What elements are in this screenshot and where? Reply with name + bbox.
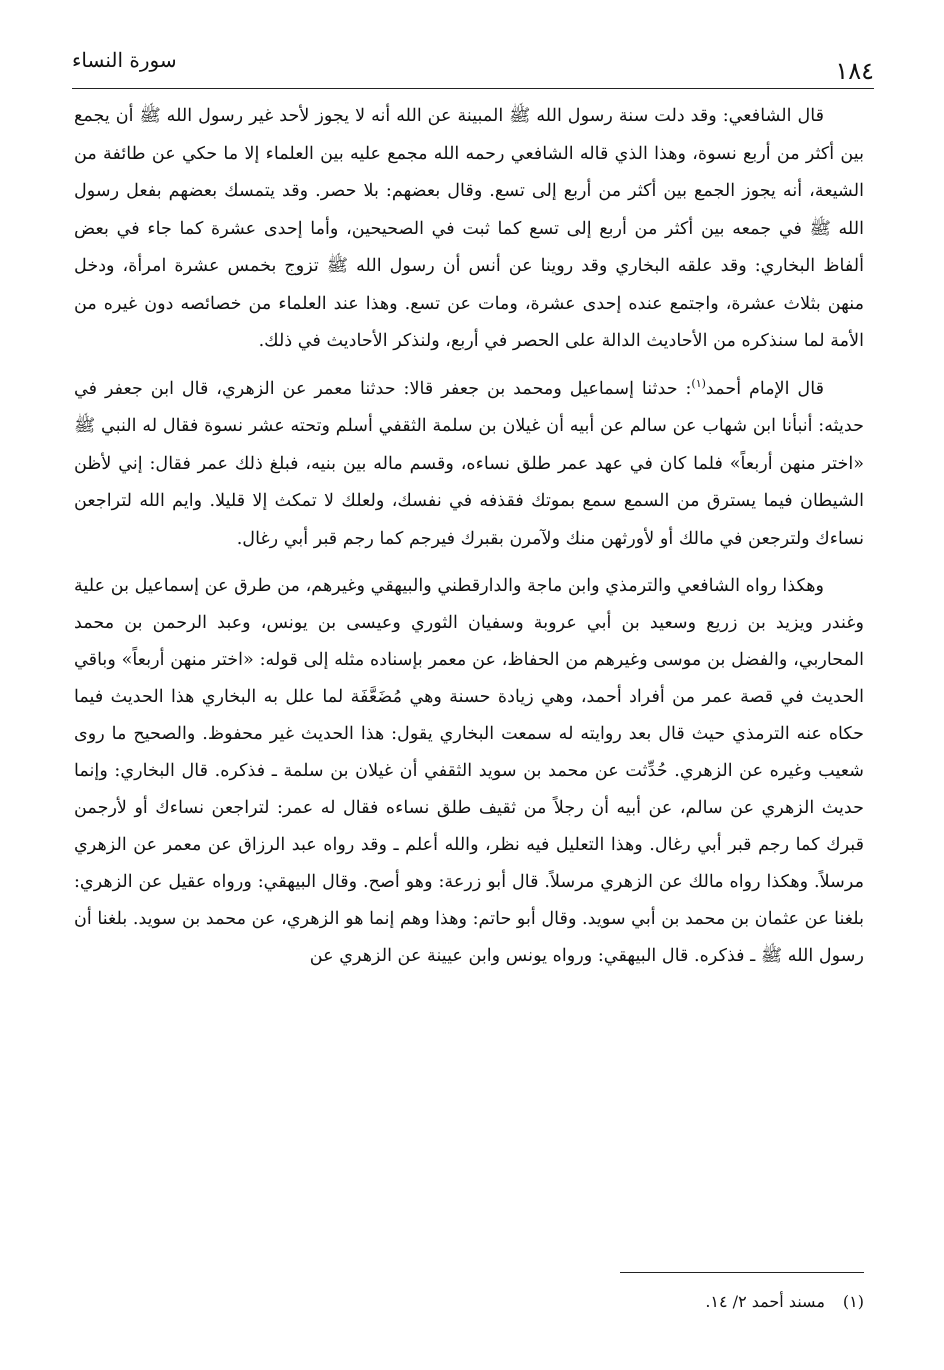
footnote-marker: (١) [842, 1292, 864, 1311]
running-title: سورة النساء [72, 48, 177, 72]
paragraph-2 [74, 371, 864, 559]
main-text [74, 98, 864, 975]
paragraph-1: قال الشافعي: وقد دلت سنة رسول الله ﷺ المبينة عن الله أنه لا يجوز لأحد غير رسول الله ﷺ أن يجمع بين أكثر من أربع نسوة، وهذا الذي قاله الشافعي رحمه الله مجمع عليه بين العلماء إلا ما حكي عن طائفة من الشيعة، أنه يجوز الجمع بين أكثر من أربع إلى تسع. وقال بعضهم: بلا حصر. وقد يتمسك بعضهم بفعل رسول الله ﷺ في جمعه بين أكثر من أربع إلى تسع كما ثبت في الصحيحين، وأما إحدى عشرة كما جاء في بعض ألفاظ البخاري: وقد علقه البخاري وقد روينا عن أنس أن رسول الله ﷺ تزوج بخمس عشرة امرأة، ودخل منهن بثلاث عشرة، واجتمع عنده إحدى عشرة، ومات عن تسع. وهذا عند العلماء من خصائصه دون غيره من الأمة لما سنذكره من الأحاديث الدالة على الحصر في أربع، ولنذكر الأحاديث في ذلك. [74, 106, 864, 351]
page-number: ١٨٤ [835, 57, 874, 85]
footnote [74, 1290, 864, 1314]
paragraph-2-opening: قال الإمام أحمد [705, 378, 824, 399]
header-rule [72, 88, 874, 89]
paragraph-3: وهكذا رواه الشافعي والترمذي وابن ماجة والدارقطني والبيهقي وغيرهم، من طرق عن إسماعيل بن علية وغندر ويزيد بن زريع وسعيد بن أبي عروبة وسفيان الثوري وعيسى بن يونس، وعبد الرحمن بن محمد المحاربي، والفضل بن موسى وغيرهم من الحفاظ، عن معمر بإسناده مثله إلى قوله: «اختر منهن أربعاً» وباقي الحديث في قصة عمر من أفراد أحمد، وهي زيادة حسنة وهي مُضَعَّفَة لما علل به البخاري هذا الحديث فيما حكاه عنه الترمذي حيث قال بعد روايته له سمعت البخاري يقول: هذا الحديث غير محفوظ. والصحيح ما روى شعيب وغيره عن الزهري. حُدِّثت عن محمد بن سويد الثقفي أن غيلان بن سلمة ـ فذكره. قال البخاري: وإنما حديث الزهري عن سالم، عن أبيه أن رجلاً من ثقيف طلق نساءه فقال له عمر: لتراجعن نساءك أو لأرجمن قبرك كما رجم قبر أبي رغال. وهذا التعليل فيه نظر، والله أعلم ـ وقد رواه عبد الرزاق عن معمر عن الزهري مرسلاً. وهكذا رواه مالك عن الزهري مرسلاً. قال أبو زرعة: وهو أصح. وقال البيهقي: ورواه عقيل عن الزهري: بلغنا عن عثمان بن محمد بن أبي سويد. وقال أبو حاتم: وهذا وهم إنما هو الزهري، عن محمد بن سويد. بلغنا أن رسول الله ﷺ ـ فذكره. قال البيهقي: ورواه يونس وابن عيينة عن الزهري عن [73, 576, 865, 966]
footnote-rule [620, 1272, 864, 1273]
paragraph-2-body: : حدثنا إسماعيل ومحمد بن جعفر قالا: حدثنا معمر عن الزهري، قال ابن جعفر في حديثه: أنبأنا ابن شهاب عن سالم عن أبيه أن غيلان بن سلمة الثقفي أسلم وتحته عشر نسوة فقال له النبي ﷺ «اختر منهن أربعاً» فلما كان في عهد عمر طلق نساءه، وقسم ماله بين بنيه، فبلغ ذلك عمر فقال: إني لأظن الشيطان فيما يسترق من السمع سمع بموتك فقذفه في نفسك، ولعلك لا تمكث إلا قليلا. وايم الله لتراجعن نساءك ولترجعن في مالك أو لأورثهن منك ولآمرن بقبرك فيرجم كما رجم قبر أبي رغال. [74, 378, 864, 549]
page-header [72, 38, 874, 86]
footnote-text: مسند أحمد ٢/ ١٤. [705, 1292, 825, 1311]
footnote-reference[interactable]: (١) [691, 376, 706, 390]
